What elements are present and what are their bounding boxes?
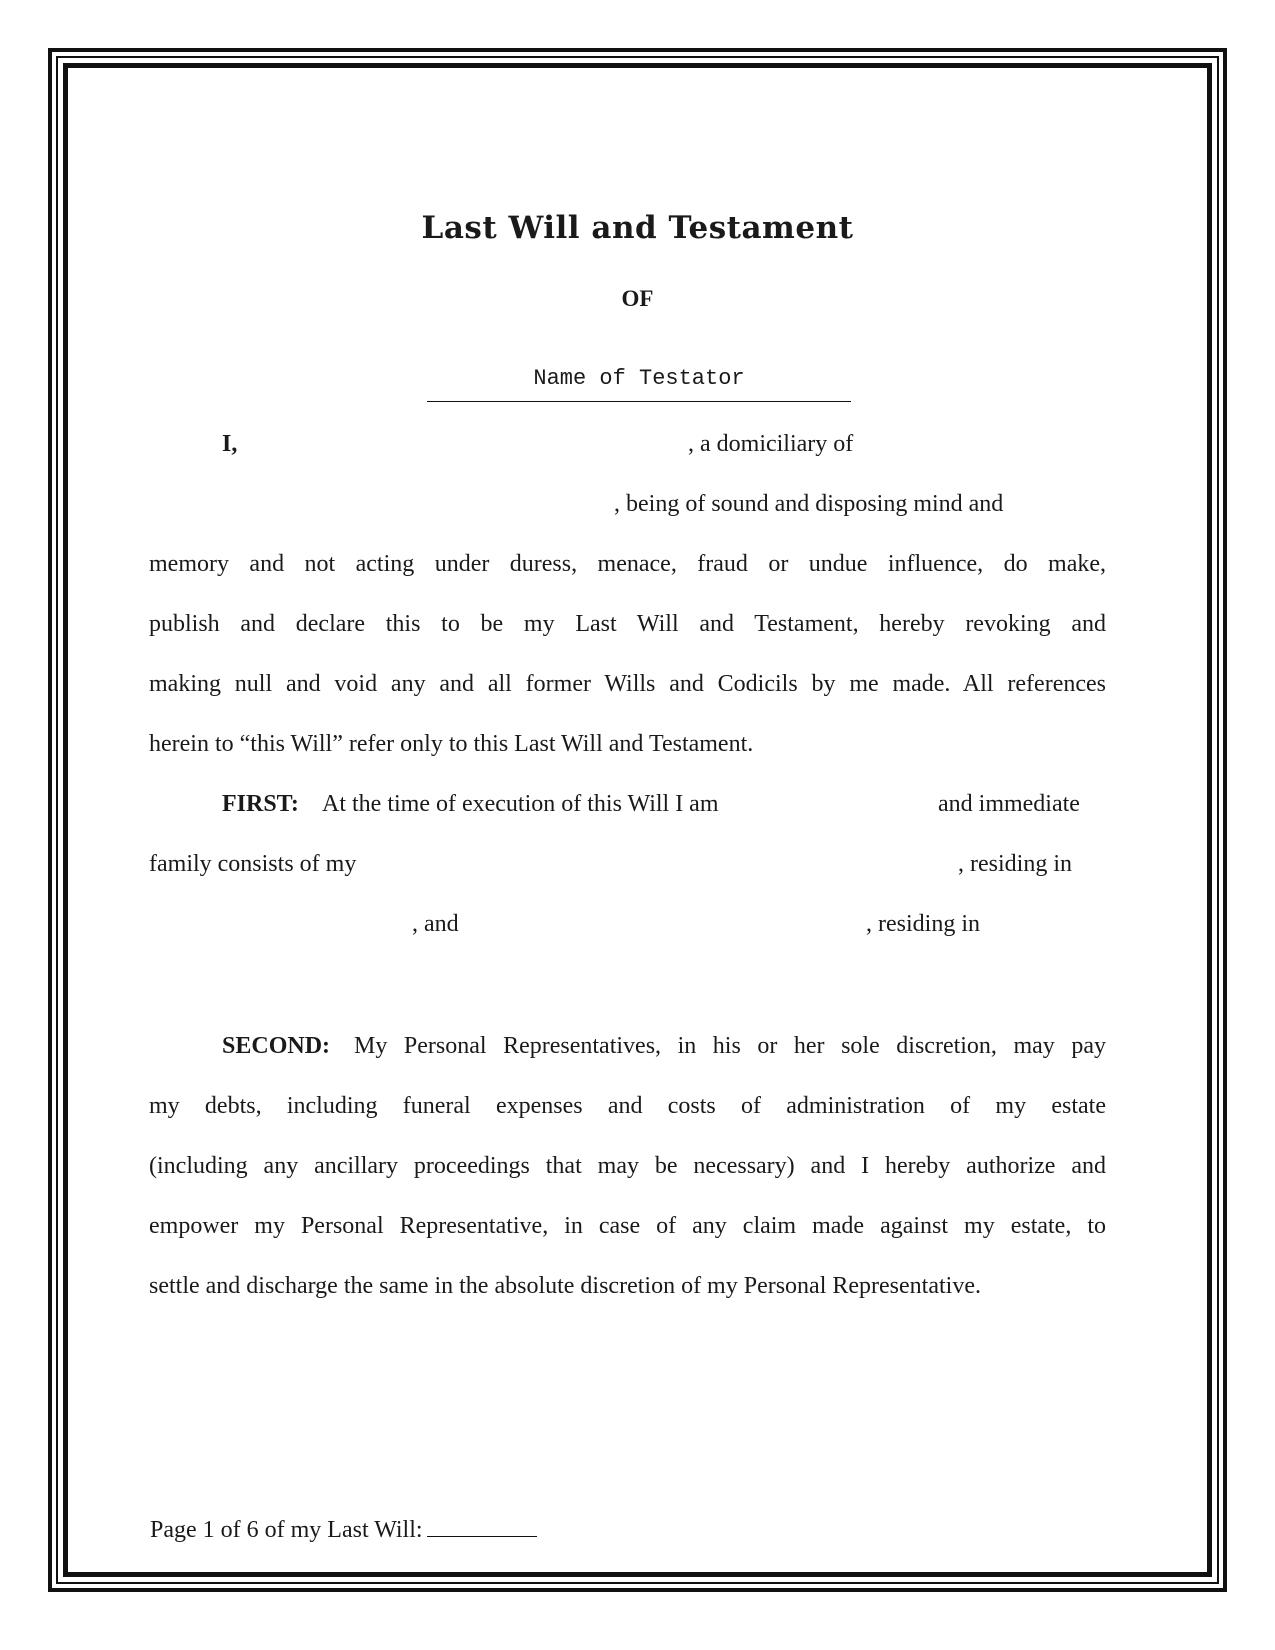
footer-text: Page 1 of 6 of my Last Will: (150, 1517, 423, 1543)
testator-name-field[interactable]: Name of Testator (427, 362, 851, 402)
first-label: FIRST: (222, 791, 299, 817)
second-line-2: my debts, including funeral expenses and costs of administration of my estate (149, 1093, 1106, 1119)
opening-line-5: making null and void any and all former Wills and Codicils by me made. All references (149, 671, 1106, 697)
page-footer (150, 1514, 537, 1546)
second-line-3: (including any ancillary proceedings that may be necessary) and I hereby authorize and (149, 1153, 1106, 1179)
opening-line-2: , being of sound and disposing mind and (614, 491, 1004, 517)
opening-line-3: memory and not acting under duress, menace, fraud or undue influence, do make, (149, 551, 1106, 577)
first-line-3a: , and (412, 911, 459, 937)
first-text-b: and immediate (938, 791, 1080, 817)
second-line-1: My Personal Representatives, in his or her sole discretion, may pay (354, 1033, 1106, 1059)
second-label: SECOND: (222, 1033, 331, 1059)
opening-line-4: publish and declare this to be my Last Will and Testament, hereby revoking and (149, 611, 1106, 637)
first-line-3b: , residing in (866, 911, 980, 937)
document-title: Last Will and Testament (421, 210, 854, 246)
domiciliary-text: , a domiciliary of (688, 431, 854, 457)
of-heading: OF (621, 286, 654, 311)
first-line-2a: family consists of my (149, 851, 357, 877)
opening-line-6: herein to “this Will” refer only to this Last Will and Testament. (149, 731, 754, 757)
opening-i-label: I, (222, 431, 238, 457)
initials-blank-line[interactable] (427, 1516, 537, 1537)
first-line-2b: , residing in (958, 851, 1072, 877)
second-line-5: settle and discharge the same in the absolute discretion of my Personal Representative. (149, 1273, 981, 1299)
second-line-4: empower my Personal Representative, in case of any claim made against my estate, to (149, 1213, 1106, 1239)
first-text-a: At the time of execution of this Will I am (322, 791, 719, 817)
